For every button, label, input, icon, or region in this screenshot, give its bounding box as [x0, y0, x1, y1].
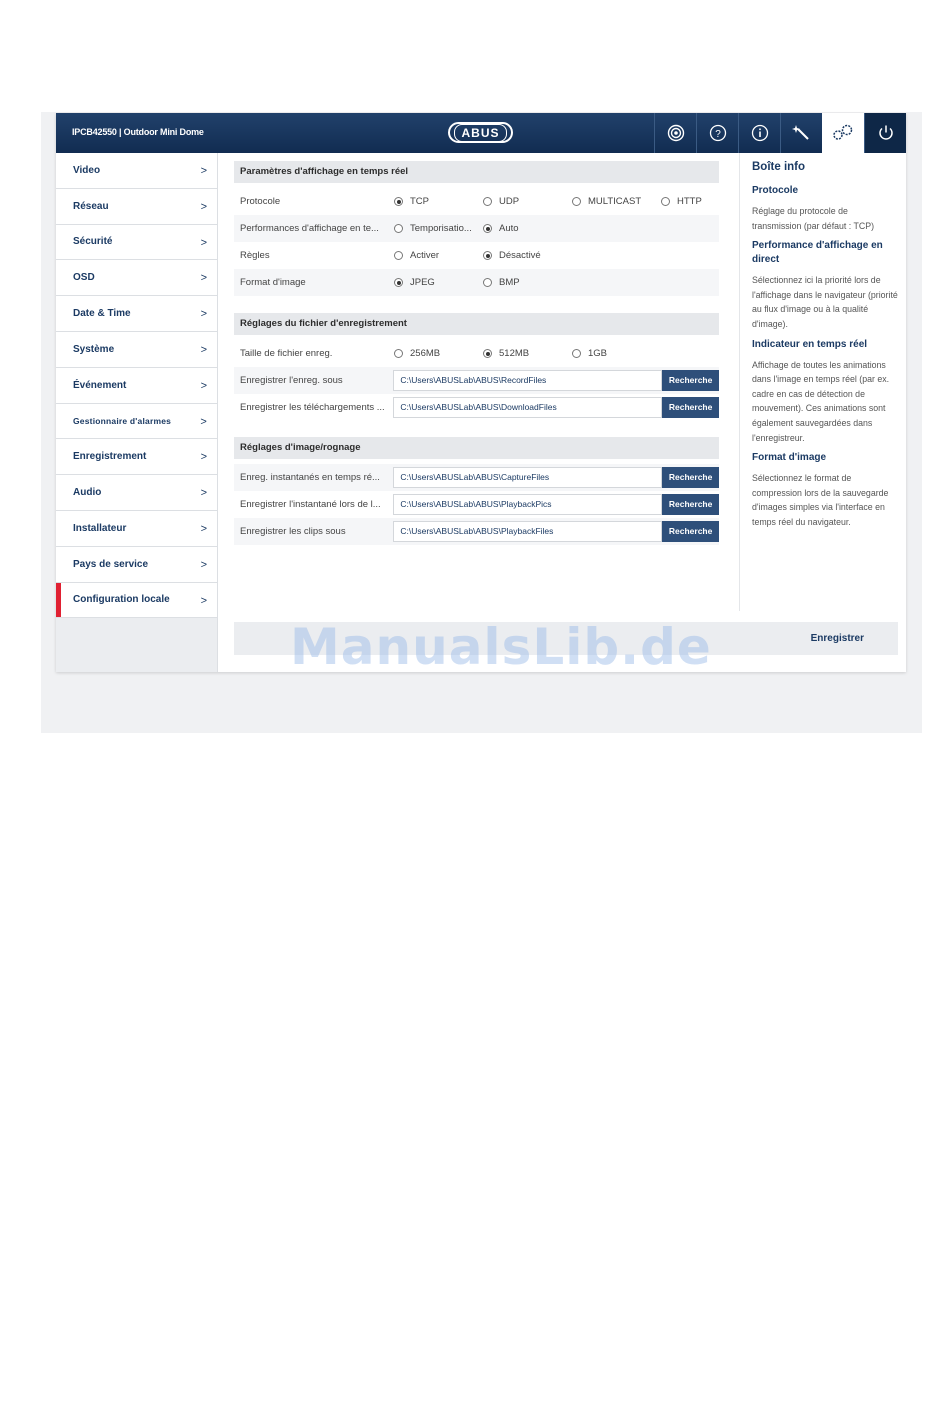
sidebar-item-label: Video — [73, 164, 101, 176]
local-config-form — [234, 161, 724, 545]
sidebar-item-label: Enregistrement — [73, 451, 147, 463]
browse-button[interactable]: Recherche — [662, 370, 719, 391]
radio-empty-icon — [394, 251, 403, 260]
sidebar-item-audio[interactable] — [56, 475, 217, 511]
live-view-button[interactable] — [654, 113, 696, 153]
info-box-title: Boîte info — [752, 161, 806, 173]
radio-label: BMP — [499, 277, 520, 288]
chevron-right-icon: > — [200, 272, 207, 285]
field-label: Format d'image — [240, 277, 306, 288]
field-label: Taille de fichier enreg. — [240, 348, 333, 359]
radio-label: UDP — [499, 196, 520, 207]
chevron-right-icon: > — [200, 451, 207, 464]
sidebar-item-label: Réseau — [73, 200, 109, 212]
snapshot-path-row — [234, 464, 719, 491]
wand-icon — [792, 124, 812, 142]
browse-button[interactable]: Recherche — [662, 521, 719, 542]
radio-label: 512MB — [499, 348, 530, 359]
sidebar-item-label: OSD — [73, 272, 95, 284]
radio-selected-icon — [483, 224, 492, 233]
save-button[interactable]: Enregistrer — [810, 633, 864, 644]
field-label: Enregistrer les téléchargements ... — [240, 402, 385, 413]
field-label: Protocole — [240, 196, 281, 207]
camera-lens-icon — [667, 124, 685, 142]
radio-selected-icon — [483, 251, 492, 260]
clips-path-row — [234, 518, 719, 545]
radio-auto[interactable] — [483, 223, 519, 234]
radio-selected-icon — [394, 278, 403, 287]
radio-empty-icon — [483, 197, 492, 206]
info-heading: Performance d'affichage en direct — [752, 240, 883, 266]
logout-button[interactable] — [864, 113, 906, 153]
radio-1gb[interactable] — [572, 348, 607, 359]
sidebar-item-osd[interactable] — [56, 260, 217, 296]
help-icon — [709, 124, 727, 142]
info-text: Sélectionnez le format de compression lors de la sauvegarde d'images simples via l'interface en temps réel du navigateur. — [752, 473, 889, 527]
info-icon — [751, 124, 769, 142]
sidebar-item-security[interactable] — [56, 225, 217, 261]
chevron-right-icon: > — [200, 200, 207, 213]
sidebar-item-label: Configuration locale — [73, 594, 170, 606]
download-path-input[interactable]: C:\Users\ABUSLab\ABUS\DownloadFiles — [393, 397, 662, 418]
radio-jpeg[interactable] — [394, 277, 483, 288]
radio-selected-icon — [483, 349, 492, 358]
radio-disable[interactable] — [483, 250, 541, 261]
svg-text:?: ? — [714, 129, 721, 140]
radio-empty-icon — [483, 278, 492, 287]
browse-button[interactable]: Recherche — [662, 494, 719, 515]
app-window — [56, 113, 906, 672]
sidebar-item-local-config[interactable] — [56, 583, 217, 619]
radio-label: Activer — [410, 250, 440, 261]
sidebar-item-recording[interactable] — [56, 439, 217, 475]
info-text: Sélectionnez ici la priorité lors de l'affichage dans le navigateur (priorité au flux d'image ou à la qualité d'image). — [752, 275, 898, 329]
chevron-right-icon: > — [200, 558, 207, 571]
settings-button[interactable] — [822, 113, 864, 153]
radio-label: TCP — [410, 196, 429, 207]
chevron-right-icon: > — [200, 522, 207, 535]
sidebar-item-country[interactable] — [56, 547, 217, 583]
settings-sidebar — [56, 153, 218, 672]
info-heading: Protocole — [752, 185, 799, 196]
abus-logo — [448, 122, 513, 143]
browse-button[interactable]: Recherche — [662, 397, 719, 418]
radio-label: HTTP — [677, 196, 702, 207]
radio-512mb[interactable] — [483, 348, 572, 359]
radio-label: JPEG — [410, 277, 435, 288]
chevron-right-icon: > — [200, 415, 207, 428]
radio-tcp[interactable] — [394, 196, 483, 207]
snapshot-path-input[interactable]: C:\Users\ABUSLab\ABUS\CaptureFiles — [393, 467, 662, 488]
section-title-record-files: Réglages du fichier d'enregistrement — [234, 313, 719, 335]
header-toolbar — [654, 113, 906, 153]
sidebar-item-label: Installateur — [73, 522, 127, 534]
radio-label: MULTICAST — [588, 196, 642, 207]
settings-gears-icon — [831, 124, 855, 142]
chevron-right-icon: > — [200, 343, 207, 356]
sidebar-item-date-time[interactable] — [56, 296, 217, 332]
radio-enable[interactable] — [394, 250, 483, 261]
wizard-button[interactable] — [780, 113, 822, 153]
sidebar-item-video[interactable] — [56, 153, 217, 189]
download-path-row — [234, 394, 719, 421]
info-text: Affichage de toutes les animations dans l'image en temps réel (par ex. cadre en cas de détection de mouvement). Ces animations sont également sauvegardées dans l'enregistreur. — [752, 359, 890, 443]
radio-latency[interactable] — [394, 223, 483, 234]
chevron-right-icon: > — [200, 236, 207, 249]
sidebar-item-event[interactable] — [56, 368, 217, 404]
radio-multicast[interactable] — [572, 196, 661, 207]
record-path-row — [234, 367, 719, 394]
rules-row — [234, 242, 719, 269]
sidebar-item-label: Système — [73, 343, 115, 355]
field-label: Enregistrer l'instantané lors de l... — [240, 499, 381, 510]
sidebar-item-label: Date & Time — [73, 308, 131, 320]
playback-snapshot-path-input[interactable]: C:\Users\ABUSLab\ABUS\PlaybackPics — [393, 494, 662, 515]
protocol-row — [234, 188, 719, 215]
performance-row — [234, 215, 719, 242]
info-box — [739, 153, 906, 611]
radio-empty-icon — [394, 224, 403, 233]
watermark: ManualsLib.de — [290, 618, 712, 676]
info-text: Réglage du protocole de transmission (par défaut : TCP) — [752, 206, 875, 231]
chevron-right-icon: > — [200, 594, 207, 607]
power-icon — [877, 124, 895, 142]
radio-udp[interactable] — [483, 196, 572, 207]
field-label: Performances d'affichage en te... — [240, 223, 379, 234]
help-button[interactable] — [696, 113, 738, 153]
sidebar-item-alarm-manager[interactable] — [56, 404, 217, 440]
sidebar-item-network[interactable] — [56, 189, 217, 225]
chevron-right-icon: > — [200, 487, 207, 500]
radio-empty-icon — [572, 197, 581, 206]
info-heading: Indicateur en temps réel — [752, 338, 868, 350]
chevron-right-icon: > — [200, 379, 207, 392]
radio-label: Temporisatio... — [410, 223, 472, 234]
radio-label: 1GB — [588, 348, 608, 359]
field-label: Règles — [240, 250, 270, 261]
top-bar — [56, 113, 906, 153]
playback-snapshot-path-row — [234, 491, 719, 518]
sidebar-item-label: Audio — [73, 487, 102, 499]
field-label: Enreg. instantanés en temps ré... — [240, 472, 380, 483]
field-label: Enregistrer les clips sous — [240, 526, 346, 537]
abus-logo-text: ABUS — [454, 124, 506, 142]
browse-button[interactable]: Recherche — [662, 467, 719, 488]
radio-256mb[interactable] — [394, 348, 483, 359]
record-path-input[interactable]: C:\Users\ABUSLab\ABUS\RecordFiles — [393, 370, 662, 391]
sidebar-item-label: Gestionnaire d'alarmes — [73, 415, 172, 426]
info-heading: Format d'image — [752, 452, 827, 464]
field-label: Enregistrer l'enreg. sous — [240, 375, 343, 386]
radio-empty-icon — [572, 349, 581, 358]
clips-path-input[interactable]: C:\Users\ABUSLab\ABUS\PlaybackFiles — [393, 521, 662, 542]
radio-label: Auto — [499, 223, 519, 234]
radio-bmp[interactable] — [483, 277, 520, 288]
sidebar-item-installer[interactable] — [56, 511, 217, 547]
section-title-live-view: Paramètres d'affichage en temps réel — [234, 161, 719, 183]
sidebar-item-label: Sécurité — [73, 236, 113, 248]
sidebar-item-label: Pays de service — [73, 558, 149, 570]
sidebar-item-system[interactable] — [56, 332, 217, 368]
sidebar-item-label: Événement — [73, 379, 127, 391]
radio-selected-icon — [394, 197, 403, 206]
file-size-row — [234, 340, 719, 367]
radio-empty-icon — [394, 349, 403, 358]
section-title-image-crop: Réglages d'image/rognage — [234, 437, 719, 459]
radio-empty-icon — [661, 197, 670, 206]
chevron-right-icon: > — [200, 165, 207, 177]
device-title: IPCB42550 | Outdoor Mini Dome — [72, 127, 204, 137]
info-button[interactable] — [738, 113, 780, 153]
chevron-right-icon: > — [200, 308, 207, 321]
radio-http[interactable] — [661, 196, 702, 207]
radio-label: 256MB — [410, 348, 441, 359]
image-format-row — [234, 269, 719, 296]
radio-label: Désactivé — [499, 250, 541, 261]
